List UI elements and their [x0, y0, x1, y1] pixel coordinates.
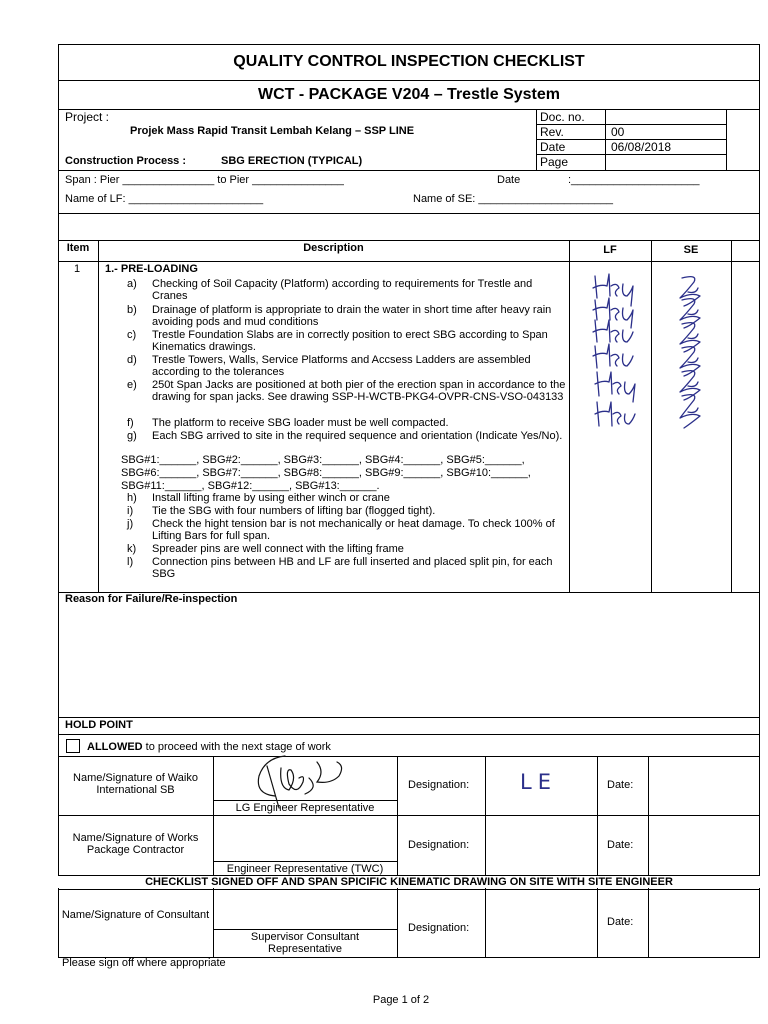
engineer-signature [245, 748, 355, 818]
frame-top [58, 44, 760, 45]
item-text: Install lifting frame by using either winch or crane [152, 492, 390, 504]
col-lf-header: LF [603, 244, 617, 256]
rule [569, 240, 570, 592]
item-text: Spreader pins are well connect with the lifting frame [152, 543, 404, 555]
rule [58, 170, 760, 171]
item-text: Tie the SBG with four numbers of lifting bar (flogged tight). [152, 505, 436, 517]
footer-note: Please sign off where appropriate [62, 957, 226, 969]
role-lg-engineer: LG Engineer Representative [235, 802, 375, 814]
designation-label: Designation: [408, 922, 470, 934]
item-letter: a) [127, 278, 137, 290]
rule [731, 240, 732, 592]
date-value: 06/08/2018 [611, 140, 672, 154]
rule [58, 240, 760, 241]
span-field: Span : Pier _______________ to Pier _______________ [65, 174, 344, 186]
sbg-line: SBG#1:______, SBG#2:______, SBG#3:______, SBG#4:______, SBG#5:______, [121, 454, 525, 466]
allowed-checkbox[interactable] [66, 739, 80, 753]
item-text: Check the hight tension bar is not mechanically or heat damage. To check 100% of Lifting Bars for full span. [152, 518, 555, 542]
rule [648, 756, 649, 957]
col-description-header: Description [303, 242, 364, 254]
lf-name-field: Name of LF: ______________________ [65, 193, 264, 205]
rule [397, 756, 398, 957]
sbg-line: SBG#6:______, SBG#7:______, SBG#8:______, SBG#9:______, SBG#10:______, [121, 467, 531, 479]
rule [58, 109, 760, 110]
allowed-bold: ALLOWED [87, 741, 143, 753]
date-label: Date [540, 140, 566, 154]
page-label: Page [540, 155, 569, 169]
hold-point-label: HOLD POINT [65, 719, 133, 731]
signer-contractor-label: Name/Signature of Works Package Contractor [72, 832, 199, 856]
rule [58, 734, 760, 735]
role-twc-engineer: Engineer Representative (TWC) [226, 863, 384, 875]
rule [58, 756, 760, 757]
designation-handwritten: LE [520, 770, 557, 794]
allowed-rest: to proceed with the next stage of work [142, 741, 331, 753]
signer-waiko-label: Name/Signature of Waiko International SB [73, 772, 198, 796]
item-letter: j) [127, 518, 134, 530]
rule [213, 861, 397, 862]
col-item-header: Item [66, 242, 90, 254]
failure-label: Reason for Failure/Re-inspection [65, 593, 238, 605]
item-letter: i) [127, 505, 134, 517]
rule [58, 717, 760, 718]
process-value: SBG ERECTION (TYPICAL) [221, 155, 363, 167]
rule [213, 929, 397, 930]
sbg-line: SBG#11:______, SBG#12:______, SBG#13:______. [121, 480, 380, 492]
item-number: 1 [74, 263, 81, 275]
item-letter: b) [127, 304, 137, 316]
signer-consultant-label: Name/Signature of Consultant [61, 909, 210, 921]
rule [485, 756, 486, 957]
info-date-label: Date [497, 174, 521, 186]
rule [58, 889, 760, 890]
project-name: Projek Mass Rapid Transit Lembah Kelang – SSP LINE [130, 125, 415, 137]
process-label: Construction Process : [65, 155, 187, 167]
frame-right [759, 44, 760, 958]
rev-value: 00 [611, 125, 625, 139]
se-name-field: Name of SE: ______________________ [413, 193, 614, 205]
date-label: Date: [607, 916, 634, 928]
item-letter: l) [127, 556, 134, 568]
rule [58, 80, 760, 81]
item-text: Each SBG arrived to site in the required sequence and orientation (Indicate Yes/No). [152, 430, 563, 442]
rule [98, 240, 99, 592]
lf-initials-signature [585, 268, 645, 438]
rule [58, 815, 760, 816]
item-letter: h) [127, 492, 137, 504]
document-subtitle: WCT - PACKAGE V204 – Trestle System [257, 86, 561, 103]
item-text: Trestle Foundation Slabs are in correctly position to erect SBG according to Span Kinematics drawings. [152, 329, 548, 353]
item-letter: d) [127, 354, 137, 366]
col-se-header: SE [683, 244, 699, 256]
project-label: Project : [65, 110, 110, 124]
se-initials-signature [668, 272, 718, 432]
item-letter: f) [127, 417, 134, 429]
designation-label: Designation: [408, 839, 470, 851]
item-letter: g) [127, 430, 137, 442]
rev-label: Rev. [540, 125, 564, 139]
item-letter: k) [127, 543, 137, 555]
item-text: Connection pins between HB and LF are full inserted and placed split pin, for each SBG [152, 556, 553, 580]
rule [536, 124, 726, 125]
rule [726, 109, 727, 170]
item-text: Trestle Towers, Walls, Service Platforms and Accsess Ladders are assembled according to the tolerances [152, 354, 531, 378]
rule [597, 756, 598, 957]
role-supervisor-consultant: Supervisor Consultant Representative [250, 931, 360, 955]
document-title: QUALITY CONTROL INSPECTION CHECKLIST [233, 53, 585, 70]
rule [213, 756, 214, 957]
item-letter: c) [127, 329, 137, 341]
date-label: Date: [607, 839, 634, 851]
rule [58, 261, 760, 262]
designation-label: Designation: [408, 779, 470, 791]
page-number: Page 1 of 2 [372, 994, 430, 1006]
signoff-banner: CHECKLIST SIGNED OFF AND SPAN SPICIFIC KINEMATIC DRAWING ON SITE WITH SITE ENGINEER [58, 876, 760, 888]
item-text: 250t Span Jacks are positioned at both pier of the erection span in accordance to the drawing for span jacks. See drawing SSP-H-WCTB-PKG4-OVPR-CNS-VSO-043133 [152, 379, 566, 403]
rule [651, 240, 652, 592]
section-title: 1.- PRE-LOADING [105, 263, 198, 275]
info-date-line: :_____________________ [568, 174, 700, 186]
item-text: The platform to receive SBG loader must be well compacted. [152, 417, 449, 429]
frame-left [58, 44, 59, 958]
item-text: Checking of Soil Capacity (Platform) according to requirements for Trestle and Cranes [152, 278, 533, 302]
item-text: Drainage of platform is appropriate to drain the water in short time after heavy rain avoiding pods and mud conditions [152, 304, 552, 328]
rule [58, 213, 760, 214]
date-label: Date: [607, 779, 634, 791]
doc-no-label: Doc. no. [540, 110, 585, 124]
item-letter: e) [127, 379, 137, 391]
